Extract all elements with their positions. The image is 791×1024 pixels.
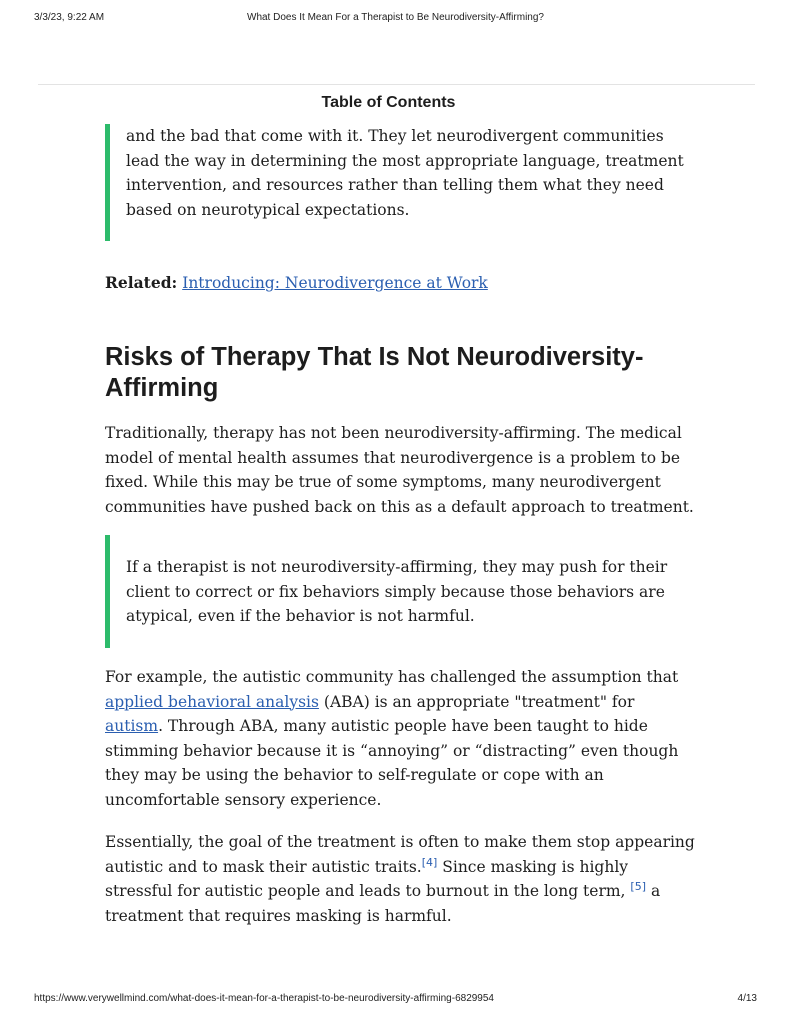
- paragraph-3-text-b: Since masking is highly stressful for autistic people and leads to burnout in the long term,: [105, 857, 631, 900]
- citation-5-link[interactable]: [5]: [630, 879, 647, 893]
- related-line: [105, 271, 705, 296]
- related-article-link[interactable]: Introducing: Neurodivergence at Work: [182, 274, 488, 292]
- autism-link[interactable]: autism: [105, 717, 159, 735]
- print-header: [34, 12, 757, 26]
- body-paragraph-3: [105, 830, 695, 928]
- print-page-number: 4/13: [737, 993, 757, 1004]
- print-page-title: What Does It Mean For a Therapist to Be Neurodiversity-Affirming?: [247, 12, 544, 23]
- header-divider: [38, 84, 755, 85]
- callout-top-text: and the bad that come with it. They let neurodivergent communities lead the way in determining the most appropriate language, treatment intervention, and resources rather than telling them what they need based on neurotypical expectations.: [126, 127, 684, 219]
- paragraph-2-text-b: (ABA) is an appropriate "treatment" for: [318, 692, 635, 711]
- paragraph-2-text-a: For example, the autistic community has challenged the assumption that: [105, 668, 679, 686]
- table-of-contents-toggle[interactable]: Table of Contents: [321, 94, 456, 111]
- paragraph-3-text-a: Essentially, the goal of the treatment is often to make them stop appearing autistic and to mask their autistic traits.: [105, 833, 695, 876]
- print-footer: [34, 993, 757, 1007]
- body-paragraph-2: [105, 665, 695, 812]
- print-url: https://www.verywellmind.com/what-does-it-mean-for-a-therapist-to-be-neurodiversity-affirming-6829954: [34, 993, 494, 1004]
- body-paragraph-1: Traditionally, therapy has not been neurodiversity-affirming. The medical model of mental health assumes that neurodivergence is a problem to be fixed. While this may be true of some symptoms, many neurodivergent communities have pushed back on this as a default approach to treatment.: [105, 424, 694, 516]
- callout-block-top: [105, 124, 685, 241]
- callout-mid-text: If a therapist is not neurodiversity-affirming, they may push for their client to correct or fix behaviors simply because those behaviors are atypical, even if the behavior is not harmful.: [126, 558, 668, 625]
- paragraph-2-text-c: . Through ABA, many autistic people have been taught to hide stimming behavior because it is “annoying” or “distracting” even though they may be using the behavior to self-regulate or cope with an uncomfortable sensory experience.: [105, 717, 679, 809]
- section-heading: Risks of Therapy That Is Not Neurodiversity-Affirming: [105, 343, 644, 402]
- callout-block-mid: [105, 535, 685, 648]
- applied-behavioral-analysis-link[interactable]: applied behavioral analysis: [105, 692, 319, 711]
- paragraph-3-text-c: a treatment that requires masking is harmful.: [105, 882, 661, 925]
- print-date: 3/3/23, 9:22 AM: [34, 12, 105, 23]
- citation-4-link[interactable]: [4]: [421, 855, 438, 869]
- related-label: Related:: [105, 273, 178, 292]
